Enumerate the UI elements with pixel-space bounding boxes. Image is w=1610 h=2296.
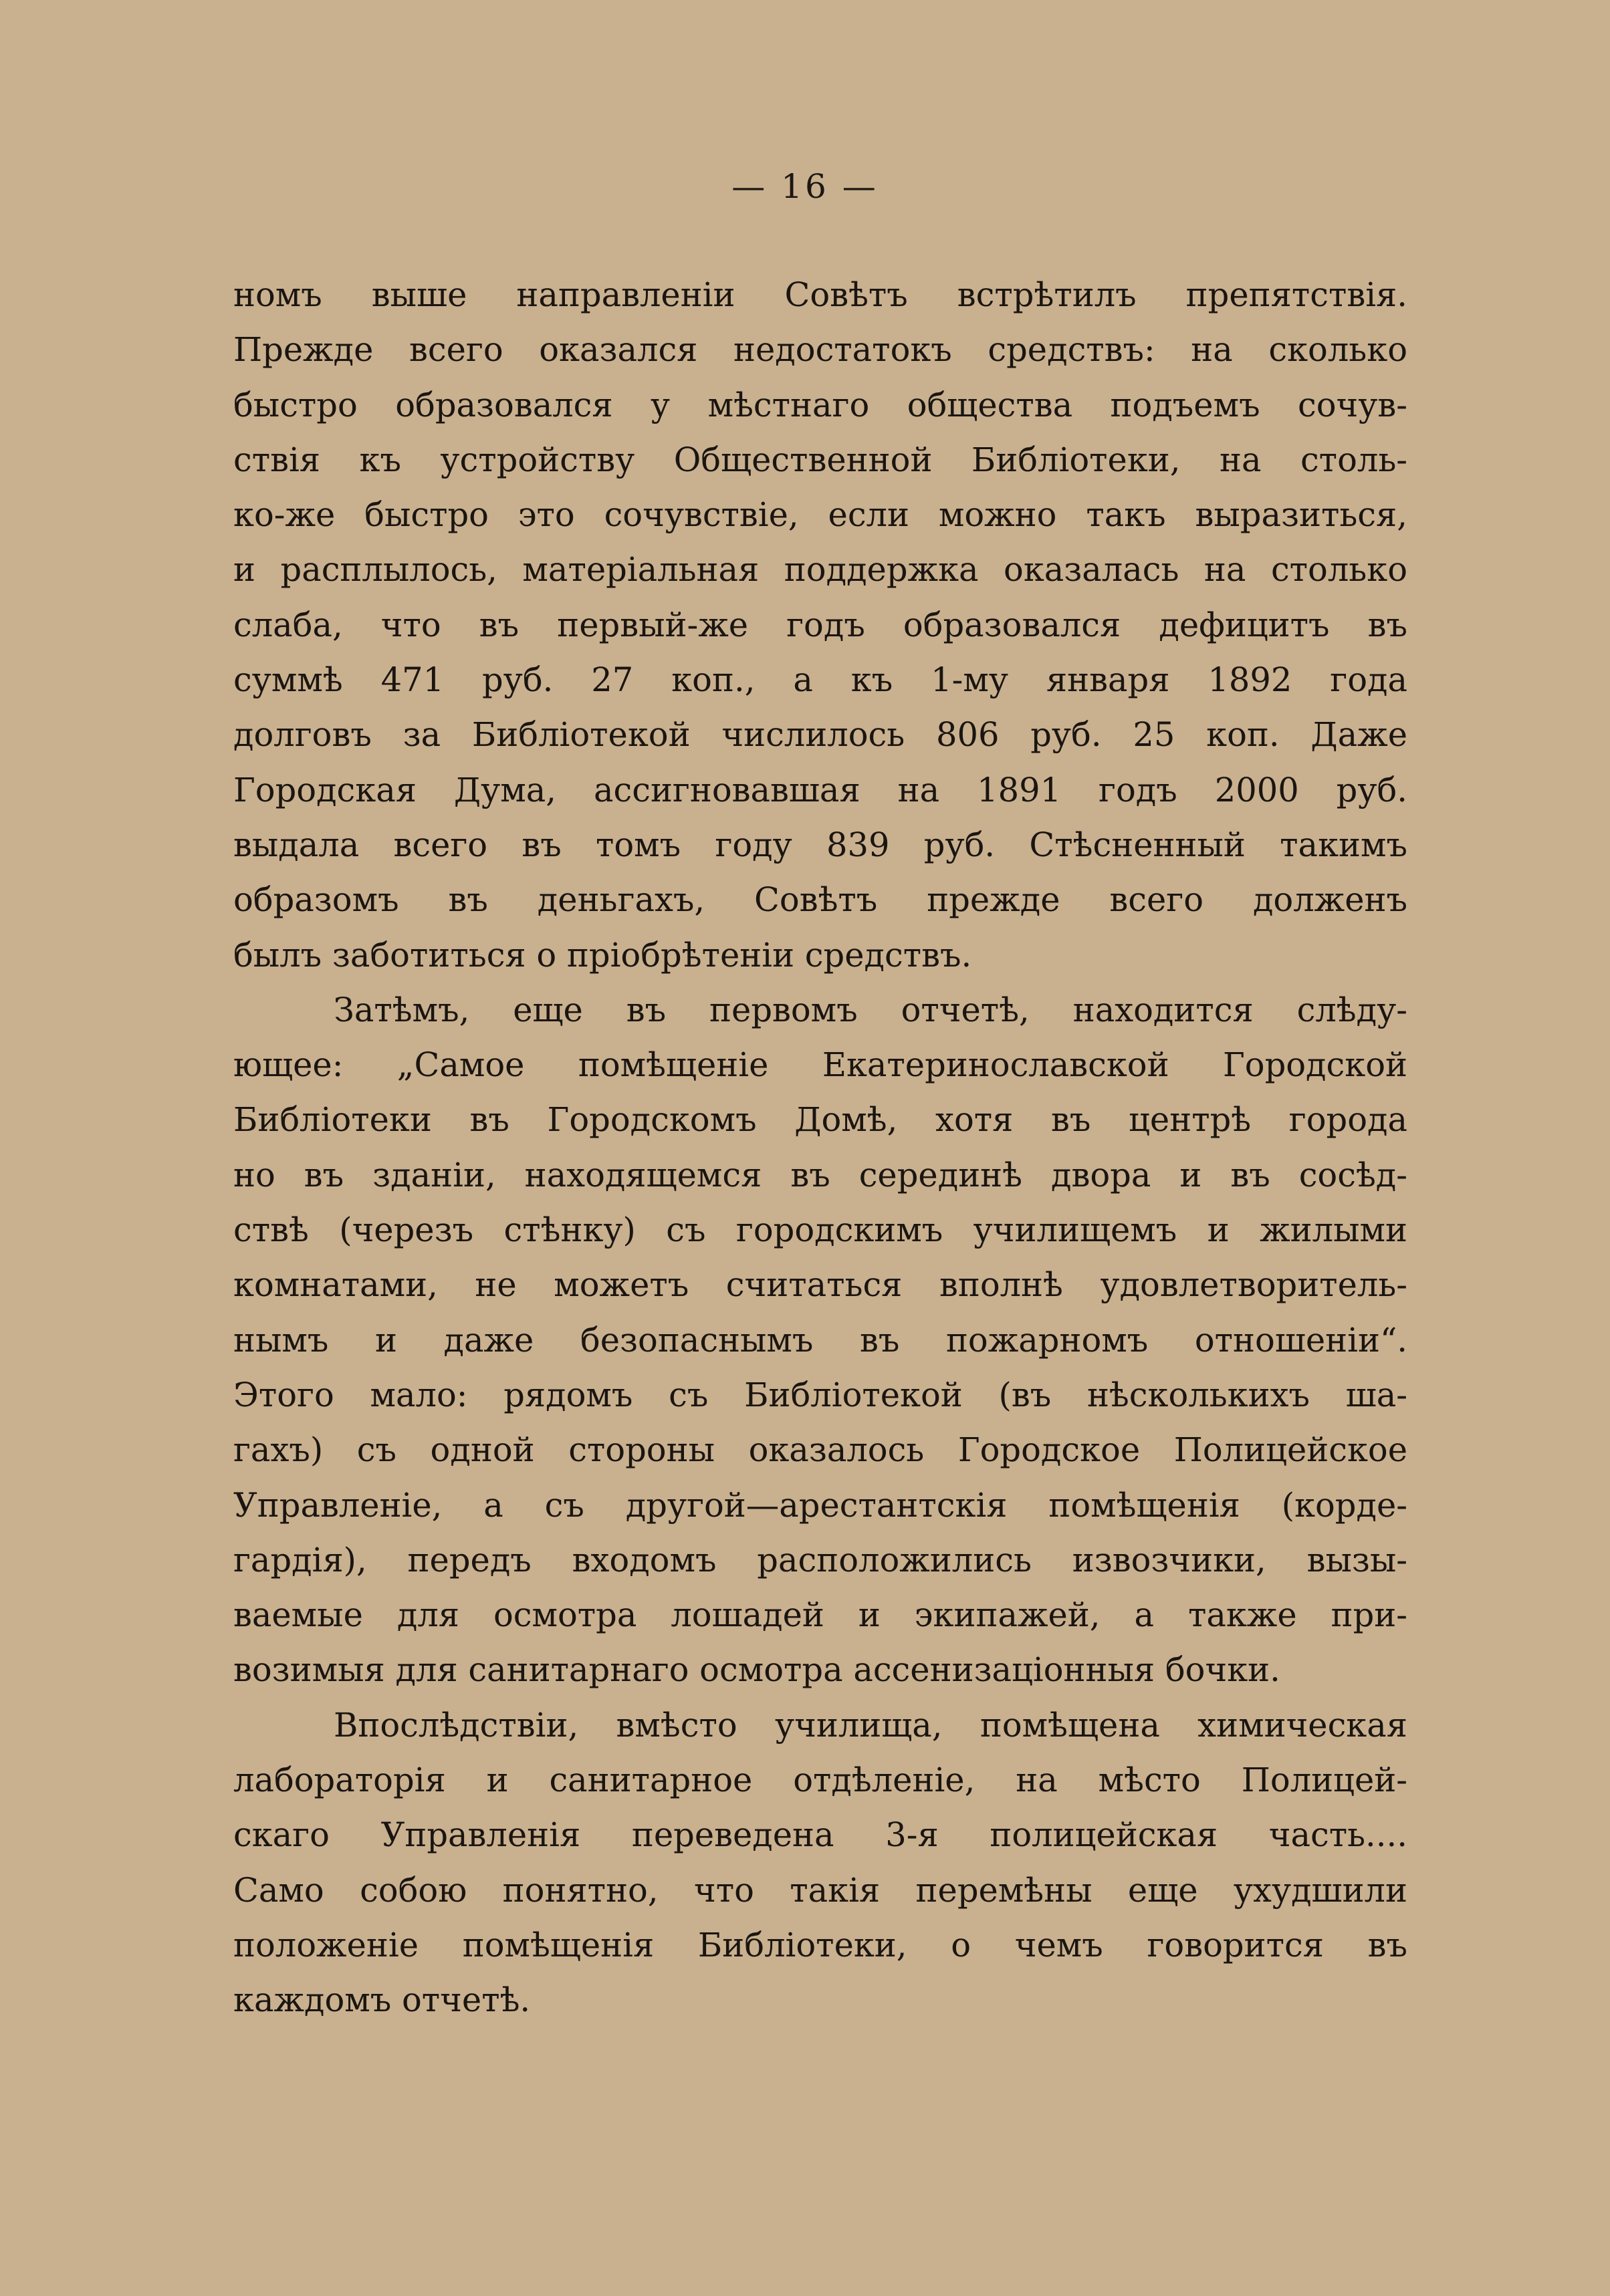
text-line: но въ зданіи, находящемся въ серединѣ двора и въ сосѣд- (233, 1155, 1407, 1194)
text-line: быстро образовался у мѣстнаго общества подъемъ сочув- (233, 385, 1407, 424)
text-line: слаба, что въ первый-же годъ образовался дефицитъ въ (233, 605, 1407, 644)
text-line: Затѣмъ, еще въ первомъ отчетѣ, находится слѣду- (334, 990, 1407, 1029)
text-line: нымъ и даже безопаснымъ въ пожарномъ отношеніи“. (233, 1320, 1407, 1360)
text-line: скаго Управленія переведена 3-я полицейская часть.... (233, 1815, 1407, 1855)
text-line: ствѣ (черезъ стѣнку) съ городскимъ училищемъ и жилыми (233, 1210, 1407, 1250)
text-line: долговъ за Библіотекой числилось 806 руб. 25 коп. Даже (233, 715, 1407, 755)
text-line: выдала всего въ томъ году 839 руб. Стѣсненный такимъ (233, 825, 1407, 864)
text-line: комнатами, не можетъ считаться вполнѣ удовлетворитель- (233, 1265, 1407, 1305)
text-line: суммѣ 471 руб. 27 коп., а къ 1-му января 1892 года (233, 660, 1407, 700)
page-number: — 16 — (731, 167, 879, 206)
text-line: Библіотеки въ Городскомъ Домѣ, хотя въ центрѣ города (233, 1100, 1407, 1140)
text-line: былъ заботиться о пріобрѣтеніи средствъ. (233, 935, 972, 975)
text-line: ваемые для осмотра лошадей и экипажей, а также при- (233, 1596, 1407, 1635)
text-line: номъ выше направленіи Совѣтъ встрѣтилъ препятствія. (233, 275, 1407, 314)
text-line: Само собою понятно, что такія перемѣны еще ухудшили (233, 1870, 1407, 1910)
text-line: ко-же быстро это сочувствіе, если можно такъ выразиться, (233, 495, 1407, 535)
text-line: Прежде всего оказался недостатокъ средствъ: на сколько (233, 330, 1407, 370)
text-line: возимыя для санитарнаго осмотра ассенизаціонныя бочки. (233, 1650, 1280, 1690)
text-line: ствія къ устройству Общественной Библіотеки, на столь- (233, 440, 1407, 479)
text-line: каждомъ отчетѣ. (233, 1981, 531, 2020)
text-line: и расплылось, матеріальная поддержка оказалась на столько (233, 550, 1407, 590)
text-line: Этого мало: рядомъ съ Библіотекой (въ нѣсколькихъ ша- (233, 1375, 1407, 1414)
text-line: положеніе помѣщенія Библіотеки, о чемъ говорится въ (233, 1925, 1407, 1964)
text-line: образомъ въ деньгахъ, Совѣтъ прежде всего долженъ (233, 880, 1407, 920)
text-line: Впослѣдствіи, вмѣсто училища, помѣщена химическая (334, 1705, 1407, 1745)
text-line: гахъ) съ одной стороны оказалось Городское Полицейское (233, 1430, 1407, 1470)
text-line: Управленіе, а съ другой—арестантскія помѣщенія (корде- (233, 1485, 1407, 1525)
text-line: гардія), передъ входомъ расположились извозчики, вызы- (233, 1540, 1407, 1579)
text-line: лабораторія и санитарное отдѣленіе, на мѣсто Полицей- (233, 1761, 1407, 1800)
text-line: ющее: „Самое помѣщеніе Екатеринославской Городской (233, 1045, 1407, 1085)
text-line: Городская Дума, ассигновавшая на 1891 годъ 2000 руб. (233, 770, 1407, 809)
body-text (233, 267, 1407, 2028)
